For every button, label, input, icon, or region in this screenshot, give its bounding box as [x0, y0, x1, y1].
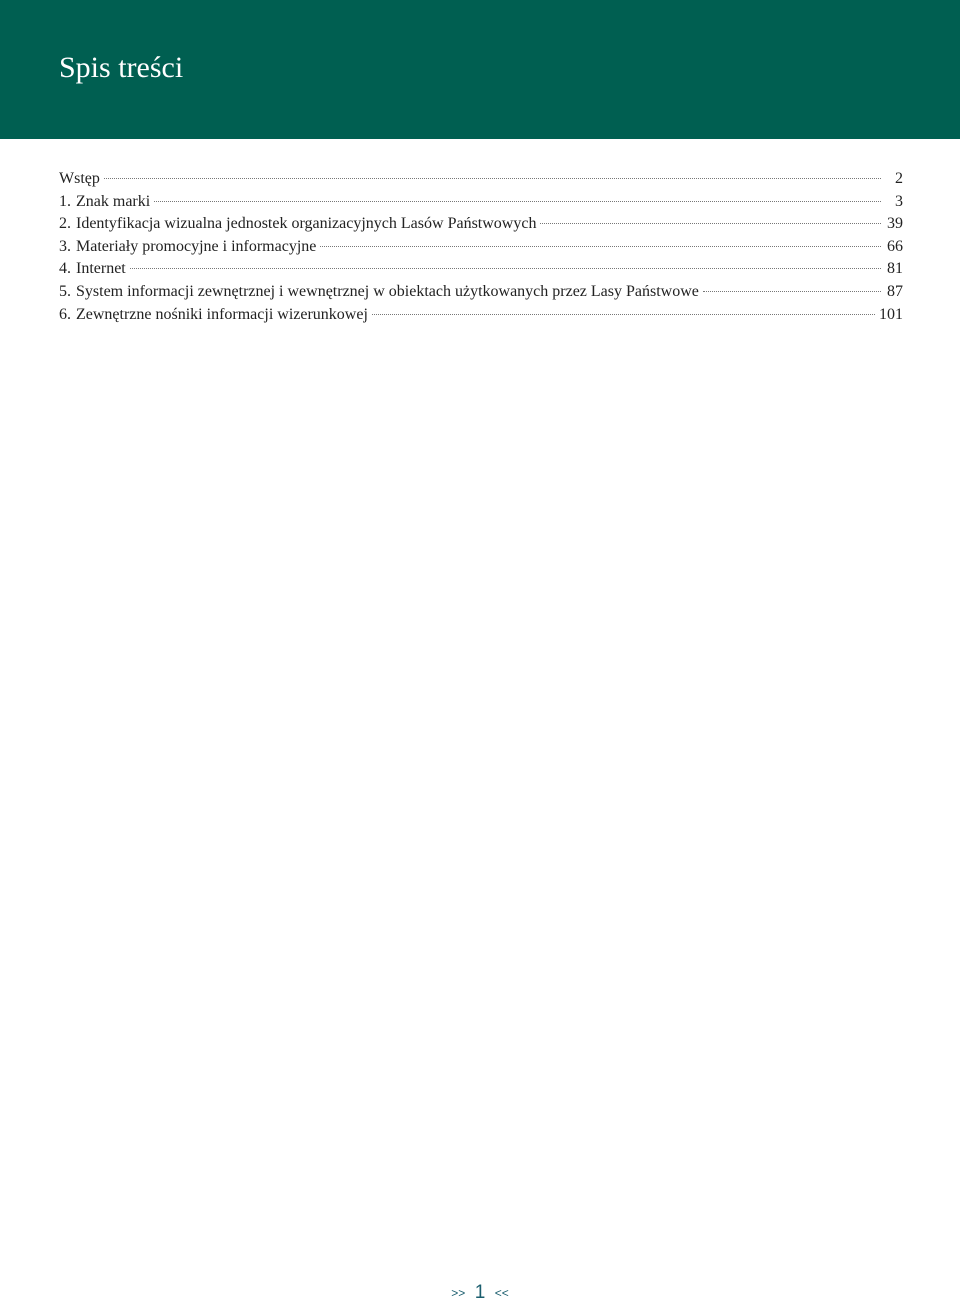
- toc-entry-number: 5.: [59, 282, 71, 300]
- header-band: [0, 0, 960, 139]
- toc-entry-number: 6.: [59, 305, 71, 323]
- toc-entry-1[interactable]: [59, 191, 903, 214]
- toc-entry-page: 81: [887, 260, 903, 278]
- toc-entry-intro[interactable]: [59, 168, 903, 191]
- page-footer: [0, 1282, 960, 1304]
- toc-entry-4[interactable]: [59, 258, 903, 281]
- toc-entry-title: Materiały promocyjne i informacyjne: [76, 237, 317, 255]
- page-title: Spis treści: [59, 51, 184, 84]
- toc-entry-page: 2: [895, 170, 903, 187]
- toc-entry-page: 101: [879, 305, 903, 323]
- page-number: 1: [474, 1282, 486, 1303]
- toc-entry-6[interactable]: [59, 304, 903, 327]
- toc-dot-leader: [540, 223, 881, 224]
- toc-dot-leader: [130, 268, 881, 269]
- toc-entry-title: Wstęp: [59, 170, 100, 187]
- toc-dot-leader: [372, 314, 875, 315]
- toc-entry-page: 39: [887, 215, 903, 233]
- toc-entry-number: 3.: [59, 237, 71, 255]
- toc-dot-leader: [104, 178, 881, 179]
- pager-prev-link[interactable]: >>: [451, 1286, 466, 1300]
- toc-entry-2[interactable]: [59, 213, 903, 236]
- toc-entry-title: System informacji zewnętrznej i wewnętrznej w obiektach użytkowanych przez Lasy Państwowe: [76, 282, 699, 300]
- table-of-contents: [59, 168, 903, 326]
- toc-entry-page: 87: [887, 282, 903, 300]
- toc-entry-page: 3: [895, 192, 903, 210]
- toc-entry-number: 2.: [59, 215, 71, 233]
- toc-entry-number: 1.: [59, 192, 71, 210]
- toc-dot-leader: [703, 291, 881, 292]
- toc-entry-title: Zewnętrzne nośniki informacji wizerunkowej: [76, 305, 368, 323]
- toc-entry-5[interactable]: [59, 281, 903, 304]
- toc-entry-page: 66: [887, 237, 903, 255]
- toc-entry-title: Identyfikacja wizualna jednostek organizacyjnych Lasów Państwowych: [76, 215, 537, 233]
- toc-entry-number: 4.: [59, 260, 71, 278]
- toc-dot-leader: [320, 246, 881, 247]
- toc-dot-leader: [154, 201, 881, 202]
- toc-entry-3[interactable]: [59, 236, 903, 259]
- pager-next-link[interactable]: <<: [494, 1286, 509, 1300]
- toc-entry-title: Internet: [76, 260, 126, 278]
- toc-entry-title: Znak marki: [76, 192, 151, 210]
